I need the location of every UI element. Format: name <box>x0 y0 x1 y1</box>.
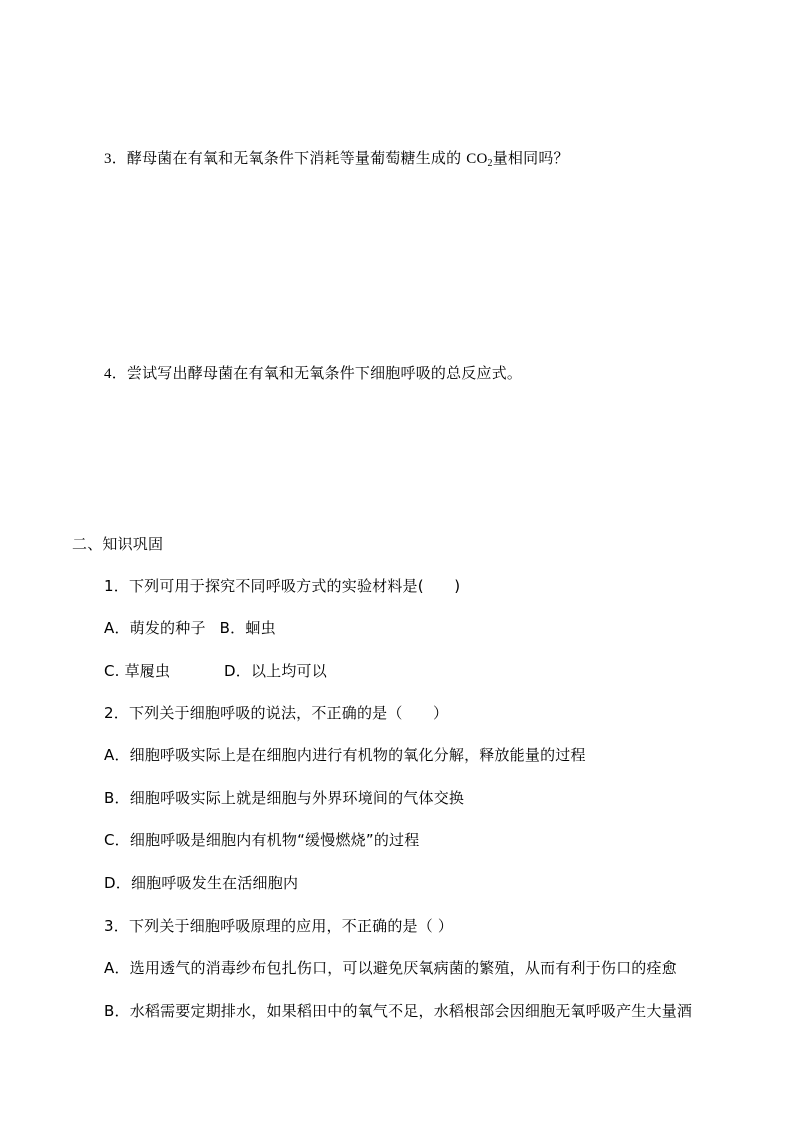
question-4-text: 尝试写出酵母菌在有氧和无氧条件下细胞呼吸的总反应式。 <box>126 364 523 382</box>
mc-question-2-option-a: A．细胞呼吸实际上是在细胞内进行有机物的氧化分解，释放能量的过程 <box>104 746 586 764</box>
question-3-text-end: 量相同吗？ <box>492 149 569 167</box>
mc-question-2-option-c: C．细胞呼吸是细胞内有机物“缓慢燃烧”的过程 <box>104 831 420 849</box>
mc-question-2-option-d: D．细胞呼吸发生在活细胞内 <box>104 874 299 892</box>
question-4-number: 4． <box>104 366 127 382</box>
mc-question-1-options-row2 <box>104 661 327 681</box>
mc-question-2-stem: 2．下列关于细胞呼吸的说法，不正确的是（ ） <box>104 704 449 722</box>
mc-question-3-stem: 3．下列关于细胞呼吸原理的应用，不正确的是（ ） <box>104 917 454 935</box>
question-3 <box>104 148 569 174</box>
question-3-number: 3． <box>104 151 127 167</box>
mc-question-3-option-b: B．水稻需要定期排水，如果稻田中的氧气不足，水稻根部会因细胞无氧呼吸产生大量酒 <box>104 1002 693 1020</box>
question-3-text: 酵母菌在有氧和无氧条件下消耗等量葡萄糖生成的 <box>126 149 467 167</box>
mc-question-1-stem: 1．下列可用于探究不同呼吸方式的实验材料是( ) <box>104 577 461 595</box>
question-4 <box>104 363 522 384</box>
section-heading: 二、知识巩固 <box>72 535 164 553</box>
mc-question-1-option-b: B．蛔虫 <box>219 619 276 637</box>
mc-question-3-option-a: A．选用透气的消毒纱布包扎伤口，可以避免厌氧病菌的繁殖，从而有利于伤口的痊愈 <box>104 959 677 977</box>
mc-question-1-option-a: A．萌发的种子 <box>104 619 206 637</box>
mc-question-2-option-b: B．细胞呼吸实际上就是细胞与外界环境间的气体交换 <box>104 789 465 807</box>
mc-question-1-options-row1 <box>104 618 276 638</box>
co2-formula: $CO_2$ <box>466 151 493 169</box>
mc-question-1-option-c: C. 草履虫 <box>104 662 171 680</box>
mc-question-1-option-d: D．以上均可以 <box>224 662 327 680</box>
